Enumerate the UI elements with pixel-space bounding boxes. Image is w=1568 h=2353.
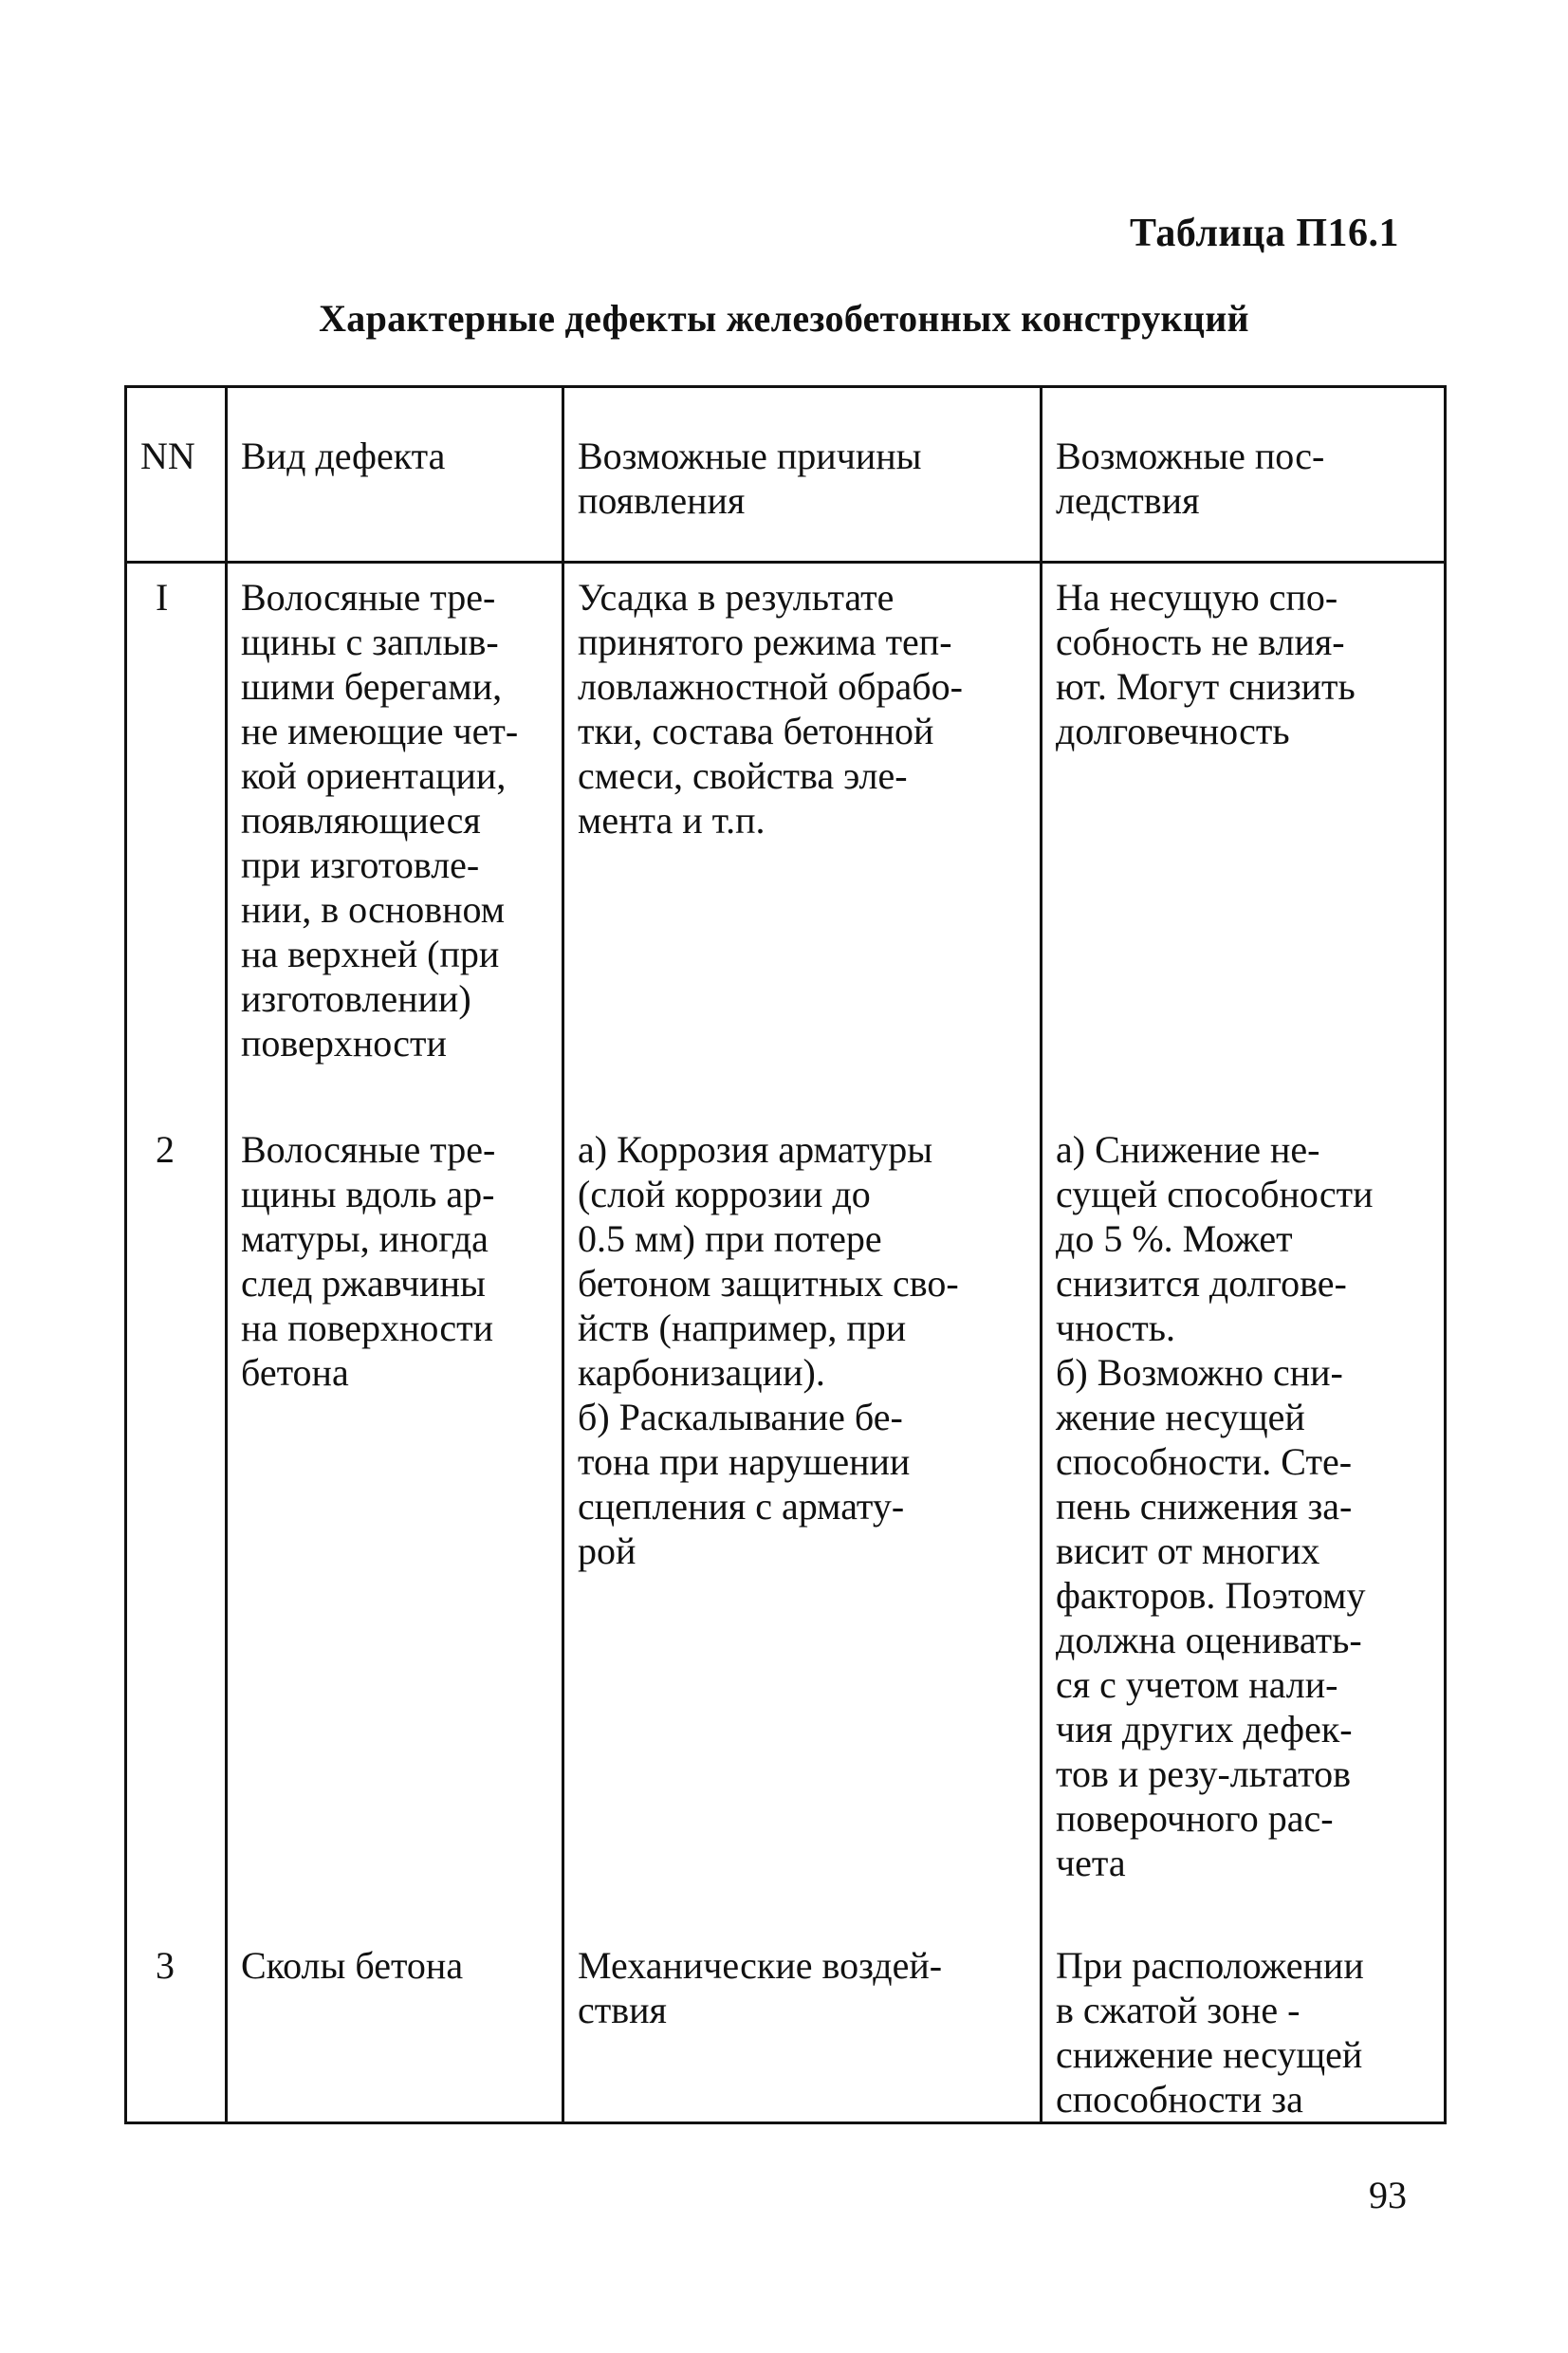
header-causes: Возможные причины появления bbox=[563, 387, 1042, 563]
defect-type-cell: Сколы бетона bbox=[227, 1932, 563, 2123]
table-row bbox=[126, 1116, 1446, 1932]
row-num: 3 bbox=[126, 1932, 227, 2123]
header-defect-type: Вид дефекта bbox=[227, 387, 563, 563]
header-num: NN bbox=[126, 387, 227, 563]
table-title: Характерные дефекты железобетонных конструкций bbox=[319, 297, 1249, 340]
consequences-cell: На несущую спо- собность не влия- ют. Могут снизить долговечность bbox=[1042, 563, 1446, 1117]
header-row bbox=[126, 387, 1446, 563]
header-consequences: Возможные пос- ледствия bbox=[1042, 387, 1446, 563]
row-num: 2 bbox=[126, 1116, 227, 1932]
defect-type-cell: Волосяные тре- щины с заплыв- шими берегами, не имеющие чет- кой ориентации, появляющиеся при изготовле- нии, в основном на верхней (при изготовлении) поверхности bbox=[227, 563, 563, 1117]
table-number: Таблица П16.1 bbox=[1129, 212, 1399, 255]
causes-cell: Усадка в результате принятого режима теп- ловлажностной обрабо- тки, состава бетонной смеси, свойства эле- мента и т.п. bbox=[563, 563, 1042, 1117]
defects-table bbox=[124, 385, 1447, 2124]
row-num: I bbox=[126, 563, 227, 1117]
consequences-cell: При расположении в сжатой зоне - снижение несущей способности за bbox=[1042, 1932, 1446, 2123]
causes-cell: Механические воздей- ствия bbox=[563, 1932, 1042, 2123]
table-row bbox=[126, 1932, 1446, 2123]
consequences-cell: а) Снижение не- сущей способности до 5 %. Может снизится долгове- чность. б) Возможно сни- жение несущей способности. Сте- пень снижения за- висит от многих факторов. Поэтому должна оценивать- ся с учетом нали- чия других дефек- тов и резу-льтатов поверочного рас- чета bbox=[1042, 1116, 1446, 1932]
table-row bbox=[126, 563, 1446, 1117]
causes-cell: а) Коррозия арматуры (слой коррозии до 0.5 мм) при потере бетоном защитных сво- йств (например, при карбонизации). б) Раскалывание бе- тона при нарушении сцепления с армату- рой bbox=[563, 1116, 1042, 1932]
defect-type-cell: Волосяные тре- щины вдоль ар- матуры, иногда след ржавчины на поверхности бетона bbox=[227, 1116, 563, 1932]
page-number: 93 bbox=[1369, 2174, 1407, 2216]
